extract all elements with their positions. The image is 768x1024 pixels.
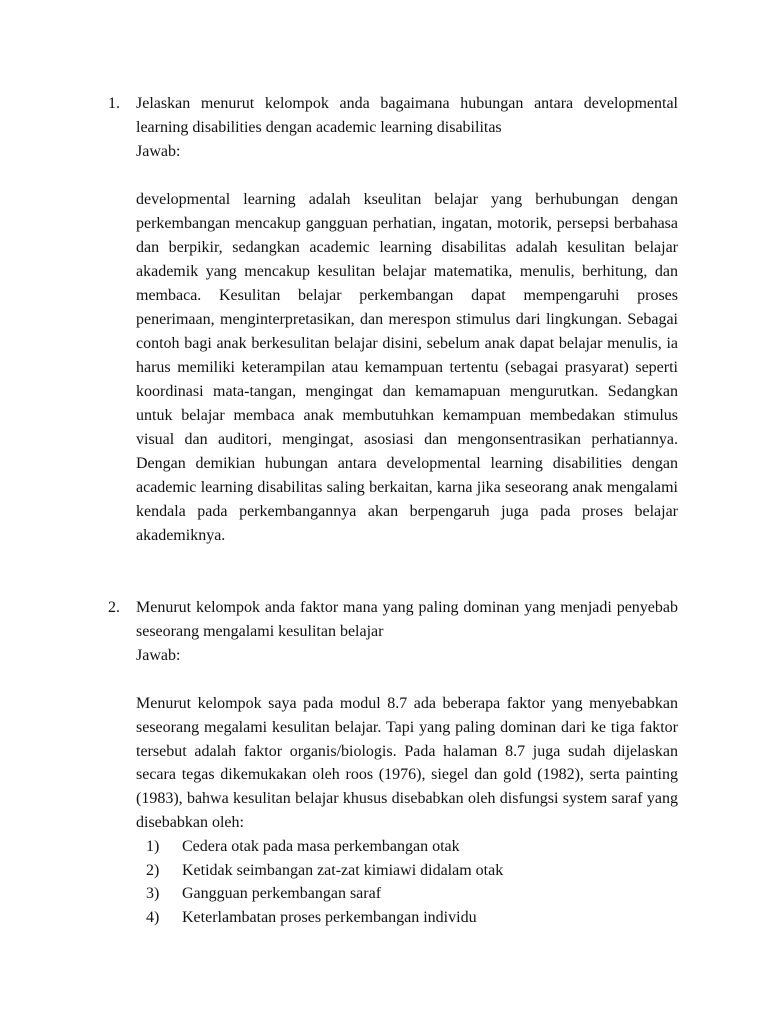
list-item-number: 4) [146, 909, 160, 927]
answer-label: Jawab: [136, 143, 181, 160]
question-text: Menurut kelompok anda faktor mana yang paling dominan yang menjadi penyebab seseorang mengalami kesulitan belajar [136, 599, 678, 640]
list-item-text: Ketidak seimbangan zat-zat kimiawi didalam otak [182, 861, 504, 879]
question-body [136, 92, 678, 548]
list-item-number: 1) [146, 837, 160, 855]
question-text: Jelaskan menurut kelompok anda bagaimana hubungan antara developmental learning disabilities dengan academic learning disabilitas [136, 95, 678, 136]
list-item [146, 906, 678, 930]
question-item-2 [100, 596, 678, 930]
list-item-text: Keterlambatan proses perkembangan individu [182, 909, 477, 927]
answer-label: Jawab: [136, 647, 181, 664]
list-item [146, 882, 678, 906]
list-item-number: 3) [146, 885, 160, 903]
list-item-number: 2) [146, 861, 160, 879]
question-item-1 [100, 92, 678, 548]
list-item-text: Gangguan perkembangan saraf [182, 885, 382, 903]
question-number: 1. [108, 95, 120, 112]
list-item-text: Cedera otak pada masa perkembangan otak [182, 837, 460, 855]
answer-paragraph: developmental learning adalah kseulitan belajar yang berhubungan dengan perkembangan mencakup gangguan perhatian, ingatan, motorik, persepsi berbahasa dan berpikir, sedangkan academic learning disabilitas adalah kesulitan belajar akademik yang mencakup kesulitan belajar matematika, menulis, berhitung, dan membaca. Kesulitan belajar perkembangan dapat mempengaruhi proses penerimaan, menginterpretasikan, dan merespon stimulus dari lingkungan. Sebagai contoh bagi anak berkesulitan belajar disini, sebelum anak dapat belajar menulis, ia harus memiliki keterampilan atau kemampuan tertentu (sebagai prasyarat) seperti koordinasi mata-tangan, mengingat dan kemamapuan mengurutkan. Sedangkan untuk belajar membaca anak membutuhkan kemampuan membedakan stimulus visual dan auditori, mengingat, asosiasi dan mengonsentrasikan perhatiannya. Dengan demikian hubungan antara developmental learning disabilities dengan academic learning disabilitas saling berkaitan, karna jika seseorang anak mengalami kendala pada perkembangannya akan berpengaruh juga pada proses belajar akademiknya. [136, 191, 678, 544]
question-body [136, 596, 678, 930]
question-number: 2. [108, 599, 120, 616]
list-item [146, 835, 678, 859]
cause-list [146, 835, 678, 930]
list-item [146, 859, 678, 883]
answer-paragraph: Menurut kelompok saya pada modul 8.7 ada beberapa faktor yang menyebabkan seseorang megalami kesulitan belajar. Tapi yang paling dominan dari ke tiga faktor tersebut adalah faktor organis/biologis. Pada halaman 8.7 juga sudah dijelaskan secara tegas dikemukakan oleh roos (1976), siegel dan gold (1982), serta painting (1983), bahwa kesulitan belajar khusus disebabkan oleh disfungsi system saraf yang disebabkan oleh: [136, 695, 678, 831]
